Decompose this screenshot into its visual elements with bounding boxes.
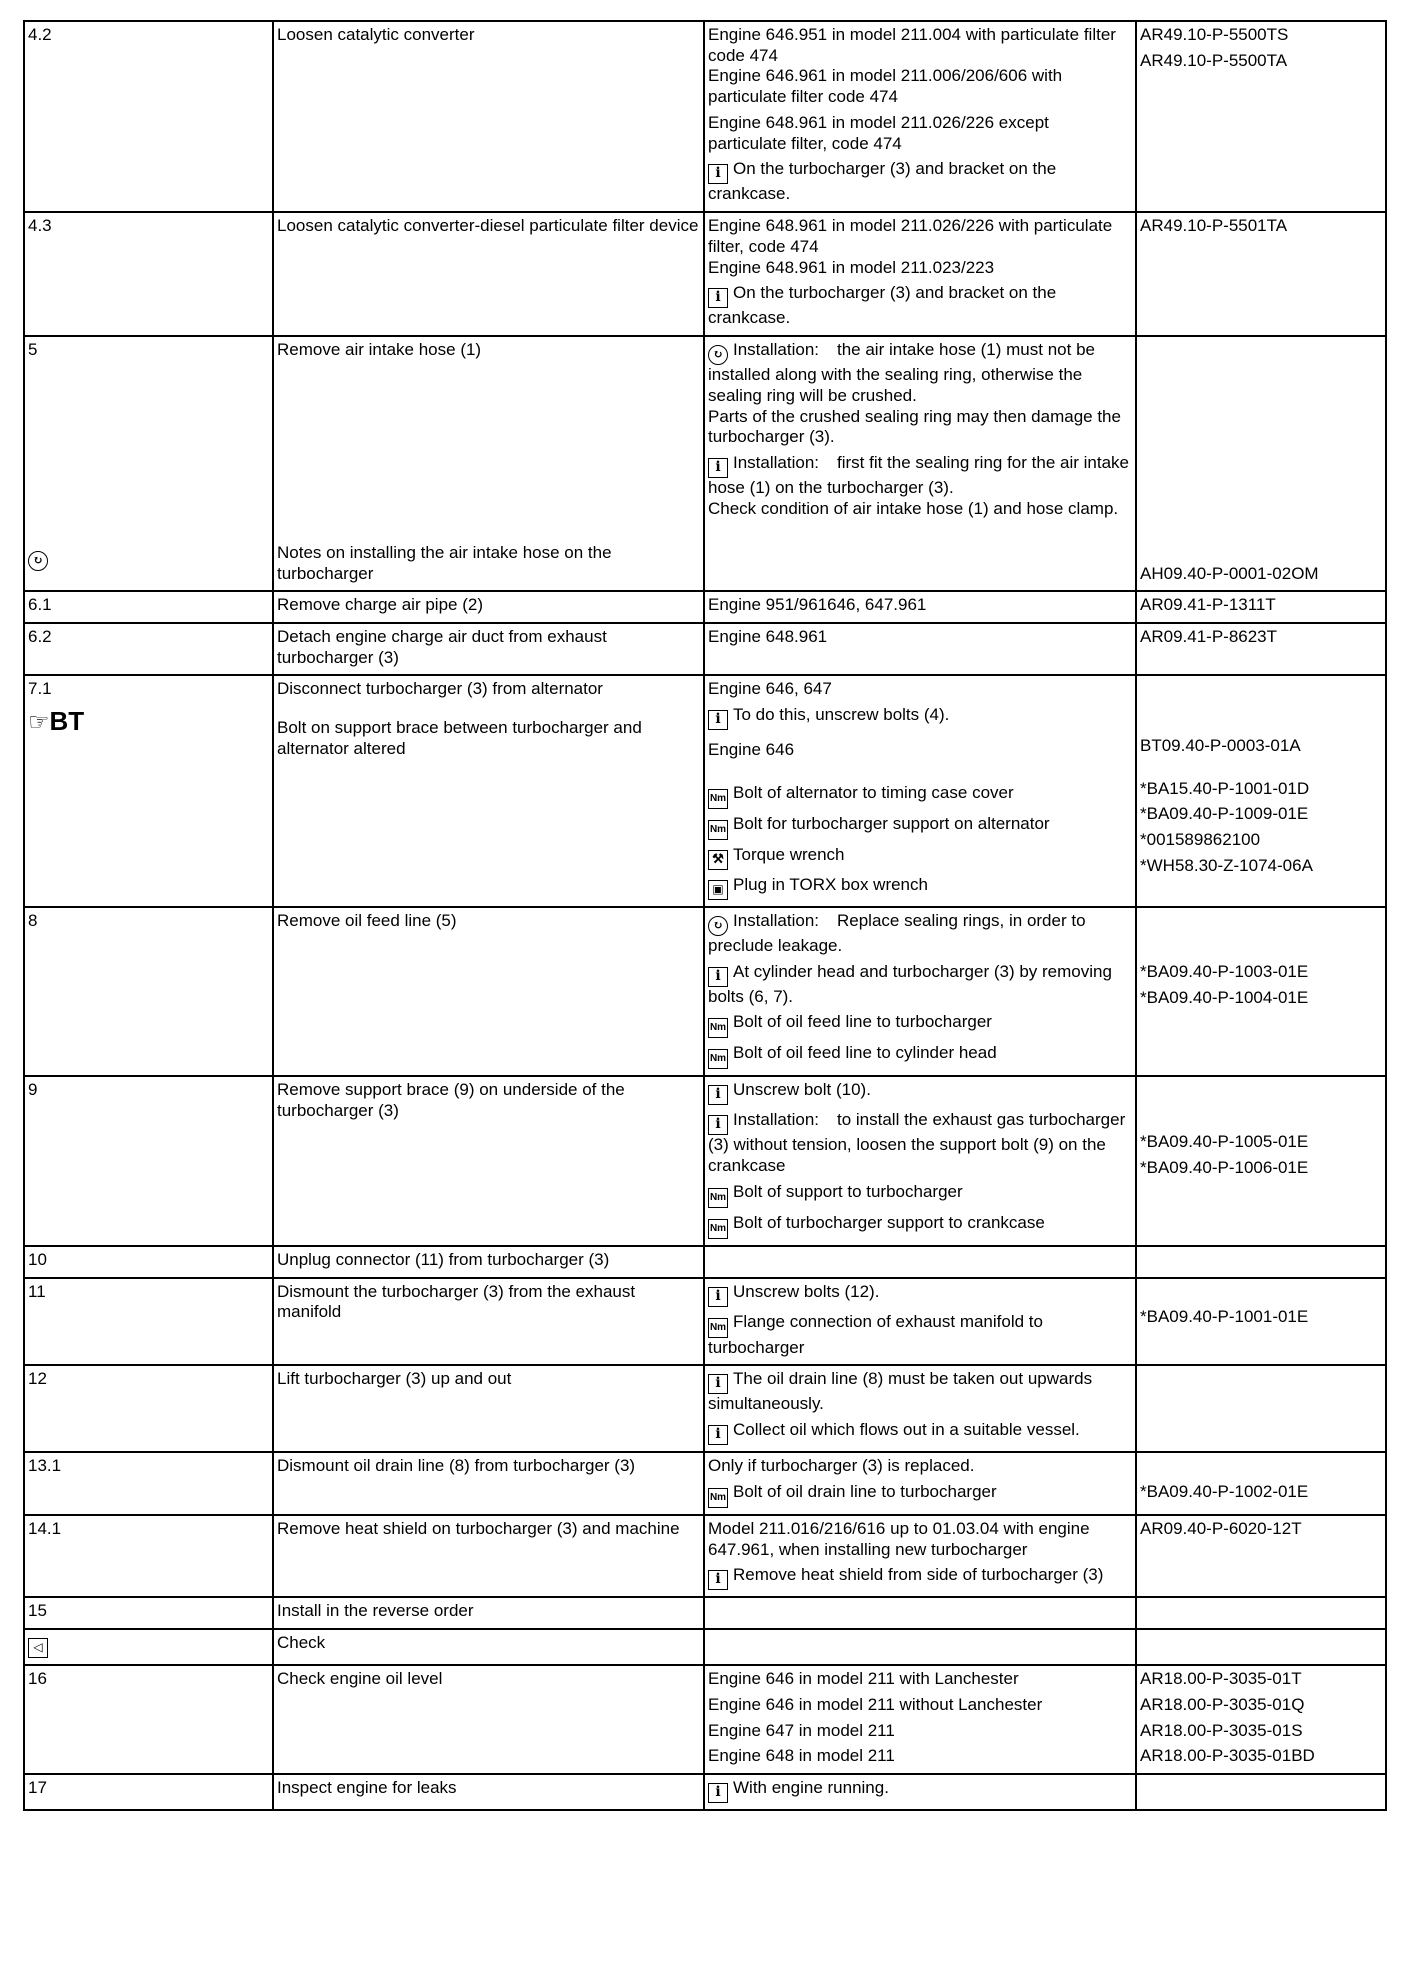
note-text: first fit the sealing ring for the air intake hose (1) on the turbocharger (3). Check condition of air intake hose (1) and hose clamp. [708, 453, 1129, 518]
ref-segment [1140, 937, 1382, 958]
reference-link[interactable]: AH09.40-P-0001-02OM [1140, 563, 1319, 583]
table-row [24, 1629, 1386, 1665]
ref-segment [1140, 679, 1382, 700]
note-segment [708, 1369, 1132, 1415]
pointing-hand-icon: ☞ [28, 708, 50, 737]
action-text: Lift turbocharger (3) up and out [277, 1369, 512, 1389]
step-label: 7.1 [28, 679, 52, 699]
step-number [24, 1246, 273, 1278]
reference-link[interactable]: *BA09.40-P-1002-01E [1140, 1481, 1309, 1501]
step-action [273, 336, 704, 591]
note-segment [708, 1213, 1132, 1239]
table-row [24, 1365, 1386, 1452]
bt-label: BT [49, 706, 85, 737]
ref-segment [1140, 1369, 1382, 1390]
ref-segment [1140, 564, 1382, 585]
note-segment [708, 159, 1132, 205]
wrench-icon: ⚒ [708, 850, 728, 870]
step-notes [704, 212, 1136, 336]
action-text: Install in the reverse order [277, 1601, 474, 1621]
reference-link[interactable]: AR49.10-P-5500TS [1140, 25, 1289, 44]
step-number [24, 212, 273, 336]
info-icon: i [708, 967, 728, 987]
nm-icon: Nm [708, 1488, 728, 1508]
step-number [24, 1452, 273, 1515]
note-text: Engine 648 in model 211 [708, 1746, 895, 1766]
note-text: Unscrew bolt (10). [733, 1080, 871, 1100]
action-text: Remove air intake hose (1) [277, 340, 482, 360]
step-label: 5 [28, 340, 38, 360]
step-action [273, 623, 704, 675]
note-segment [708, 113, 1132, 154]
plug-icon: ▣ [708, 880, 728, 900]
step-reference [1136, 1629, 1386, 1665]
note-text: Bolt of support to turbocharger [733, 1181, 963, 1201]
step-label: 8 [28, 910, 38, 930]
note-segment [708, 1110, 1132, 1176]
step-notes [704, 623, 1136, 675]
step-action [273, 21, 704, 212]
step-notes [704, 1665, 1136, 1774]
note-segment [708, 1565, 1132, 1590]
step-reference [1136, 1365, 1386, 1452]
step-number [24, 1665, 273, 1774]
step-action [273, 212, 704, 336]
note-text: Replace sealing rings, in order to preclude leakage. [708, 910, 1086, 955]
note-segment [708, 340, 1132, 448]
ref-segment [1140, 1482, 1382, 1503]
step-number [24, 1629, 273, 1665]
ref-segment [1140, 242, 1382, 263]
step-number [24, 1597, 273, 1629]
ref-segment [1140, 76, 1382, 97]
reference-link[interactable]: *BA15.40-P-1001-01D [1140, 778, 1310, 798]
ref-segment [1140, 1080, 1382, 1101]
note-text: Collect oil which flows out in a suitable vessel. [733, 1420, 1080, 1440]
note-segment [708, 814, 1132, 840]
step-action [273, 1774, 704, 1810]
step-action [273, 1365, 704, 1452]
step-label: 4.3 [28, 216, 52, 236]
note-segment [708, 1778, 1132, 1803]
note-text: Plug in TORX box wrench [733, 874, 928, 894]
action-text: Check engine oil level [277, 1669, 443, 1689]
nm-icon: Nm [708, 1219, 728, 1239]
table-row [24, 1515, 1386, 1597]
info-icon: i [708, 710, 728, 730]
table-row [24, 212, 1386, 336]
note-text: Engine 646 in model 211 without Lanchester [708, 1694, 1043, 1714]
reference-link[interactable]: BT09.40-P-0003-01A [1140, 735, 1301, 755]
step-notes [704, 1629, 1136, 1665]
nm-icon: Nm [708, 1188, 728, 1208]
step-action [273, 591, 704, 623]
check-icon: ◁ [28, 1638, 48, 1658]
note-segment [708, 783, 1132, 809]
reference-link[interactable]: *001589862100 [1140, 830, 1261, 850]
reference-link[interactable]: *WH58.30-Z-1074-06A [1140, 855, 1313, 875]
reference-link[interactable]: AR09.41-P-1311T [1140, 595, 1276, 615]
note-label: Installation: [733, 910, 819, 930]
step-action [273, 1629, 704, 1665]
info-icon: i [708, 1085, 728, 1105]
note-text: Engine 648.961 in model 211.026/226 with particulate filter, code 474 Engine 648.961 in model 211.023/223 [708, 216, 1113, 277]
step-action [273, 1665, 704, 1774]
action-text: Remove charge air pipe (2) [277, 595, 483, 615]
note-label: Installation: [733, 340, 819, 360]
step-reference [1136, 1076, 1386, 1245]
step-reference [1136, 1774, 1386, 1810]
note-text: Only if turbocharger (3) is replaced. [708, 1456, 975, 1476]
note-text: Bolt of oil feed line to cylinder head [733, 1043, 997, 1063]
step-notes [704, 907, 1136, 1076]
step-reference [1136, 1597, 1386, 1629]
note-text: Bolt of oil drain line to turbocharger [733, 1481, 997, 1501]
step-label: 4.2 [28, 25, 52, 44]
nm-icon: Nm [708, 1318, 728, 1338]
reference-link[interactable]: AR18.00-P-3035-01T [1140, 1669, 1302, 1689]
step-reference [1136, 623, 1386, 675]
note-text: to install the exhaust gas turbocharger (3) without tension, loosen the support bolt (9) on the crankcase [708, 1110, 1126, 1176]
note-text: The oil drain line (8) must be taken out upwards simultaneously. [708, 1369, 1093, 1414]
step-action [273, 1278, 704, 1366]
sub-step-marker [28, 706, 85, 737]
ref-segment [1140, 988, 1382, 1009]
ref-segment [1140, 1669, 1382, 1690]
step-reference [1136, 336, 1386, 591]
step-notes [704, 1076, 1136, 1245]
step-reference [1136, 1452, 1386, 1515]
step-label: 16 [28, 1669, 47, 1689]
note-text: Remove heat shield from side of turbocharger (3) [733, 1565, 1104, 1585]
reference-link[interactable]: AR09.41-P-8623T [1140, 627, 1278, 647]
reference-link[interactable]: *BA09.40-P-1006-01E [1140, 1157, 1309, 1177]
installation-icon: ↻ [708, 916, 728, 936]
ref-segment [1140, 1695, 1382, 1716]
note-text: Engine 951/961646, 647.961 [708, 595, 927, 615]
reference-link[interactable]: AR18.00-P-3035-01BD [1140, 1746, 1315, 1766]
note-text: Engine 646 [708, 740, 795, 760]
step-reference [1136, 591, 1386, 623]
step-action [273, 1597, 704, 1629]
step-number [24, 591, 273, 623]
note-segment [708, 1721, 1132, 1742]
info-icon: i [708, 1287, 728, 1307]
note-segment [708, 216, 1132, 278]
step-notes [704, 21, 1136, 212]
step-number [24, 21, 273, 212]
ref-segment [1140, 51, 1382, 72]
installation-icon: ↻ [708, 345, 728, 365]
step-number [24, 1365, 273, 1452]
note-segment [708, 627, 1132, 648]
step-notes [704, 675, 1136, 906]
table-row [24, 675, 1386, 906]
ref-segment [1140, 830, 1382, 851]
reference-link[interactable]: AR18.00-P-3035-01S [1140, 1720, 1303, 1740]
reference-link[interactable]: AR49.10-P-5500TA [1140, 50, 1288, 70]
step-label: 11 [28, 1281, 46, 1301]
ref-segment [1140, 1721, 1382, 1742]
note-segment [708, 875, 1132, 900]
note-segment [708, 1043, 1132, 1069]
ref-segment [1140, 856, 1382, 877]
note-text: Bolt of alternator to timing case cover [733, 782, 1014, 802]
ref-segment [1140, 1545, 1382, 1566]
step-number [24, 1515, 273, 1597]
ref-segment [1140, 1746, 1382, 1767]
step-number [24, 1774, 273, 1810]
step-action [273, 1076, 704, 1245]
note-segment [708, 283, 1132, 329]
ref-segment [1140, 216, 1382, 237]
reference-link[interactable]: *BA09.40-P-1009-01E [1140, 804, 1309, 824]
table-row [24, 591, 1386, 623]
note-segment [708, 595, 1132, 616]
ref-segment [1140, 1307, 1382, 1328]
table-row [24, 21, 1386, 212]
ref-segment [1140, 1395, 1382, 1416]
step-reference [1136, 212, 1386, 336]
nm-icon: Nm [708, 820, 728, 840]
note-text: Engine 646, 647 [708, 679, 832, 699]
sub-action-text: Bolt on support brace between turbocharger and alternator altered [277, 718, 642, 758]
step-reference [1136, 1278, 1386, 1366]
action-text: Remove support brace (9) on underside of the turbocharger (3) [277, 1080, 625, 1121]
action-text: Dismount the turbocharger (3) from the exhaust manifold [277, 1281, 636, 1322]
action-text: Inspect engine for leaks [277, 1777, 457, 1797]
step-notes [704, 591, 1136, 623]
step-label: 9 [28, 1080, 38, 1100]
ref-segment [1140, 595, 1382, 616]
table-row [24, 623, 1386, 675]
note-segment [708, 1482, 1132, 1508]
step-number [24, 907, 273, 1076]
ref-segment [1140, 1456, 1382, 1477]
note-segment [708, 1282, 1132, 1307]
step-action [273, 1515, 704, 1597]
ref-segment [1140, 804, 1382, 825]
note-segment [708, 453, 1132, 519]
table-row [24, 907, 1386, 1076]
blank-segment [708, 524, 1132, 545]
step-label: 14.1 [28, 1518, 62, 1538]
ref-segment [1140, 911, 1382, 932]
note-segment [708, 1012, 1132, 1038]
ref-segment [1140, 25, 1382, 46]
ref-segment [1140, 1132, 1382, 1153]
info-icon: i [708, 1374, 728, 1394]
sub-step-marker [28, 546, 269, 571]
step-label: 12 [28, 1369, 47, 1389]
nm-icon: Nm [708, 1018, 728, 1038]
info-icon: i [708, 458, 728, 478]
note-text: Engine 648.961 [708, 627, 828, 647]
action-text: Loosen catalytic converter [277, 25, 475, 44]
note-segment [708, 1669, 1132, 1690]
action-text: Disconnect turbocharger (3) from alternator [277, 679, 603, 699]
info-icon: i [708, 1425, 728, 1445]
table-row [24, 1665, 1386, 1774]
ref-segment [1140, 779, 1382, 800]
action-text: Check [277, 1633, 326, 1653]
note-segment [708, 679, 1132, 700]
info-icon: i [708, 288, 728, 308]
step-reference [1136, 1515, 1386, 1597]
action-text: Detach engine charge air duct from exhaust turbocharger (3) [277, 627, 607, 667]
note-segment [708, 1695, 1132, 1716]
step-reference [1136, 1665, 1386, 1774]
step-notes [704, 1452, 1136, 1515]
table-row [24, 1278, 1386, 1366]
step-label: 6.1 [28, 595, 52, 615]
ref-segment [1140, 1106, 1382, 1127]
note-segment [708, 962, 1132, 1008]
note-text: Engine 646 in model 211 with Lanchester [708, 1669, 1019, 1689]
info-icon: i [708, 1570, 728, 1590]
step-reference [1136, 21, 1386, 212]
step-action [273, 675, 704, 906]
note-text: Unscrew bolts (12). [733, 1281, 880, 1301]
action-text: Remove heat shield on turbocharger (3) and machine [277, 1518, 680, 1538]
note-segment [708, 25, 1132, 108]
action-text: Dismount oil drain line (8) from turbocharger (3) [277, 1456, 636, 1476]
step-notes [704, 1365, 1136, 1452]
reference-link[interactable]: AR09.40-P-6020-12T [1140, 1518, 1302, 1538]
note-segment [708, 740, 1132, 761]
note-text: To do this, unscrew bolts (4). [733, 705, 950, 725]
ref-segment [1140, 1519, 1382, 1540]
ref-segment [1140, 527, 1382, 548]
note-text: On the turbocharger (3) and bracket on the crankcase. [708, 159, 1057, 204]
step-notes [704, 1597, 1136, 1629]
note-segment [708, 1182, 1132, 1208]
table-row [24, 1076, 1386, 1245]
ref-segment [1140, 705, 1382, 726]
reference-link[interactable]: *BA09.40-P-1005-01E [1140, 1131, 1309, 1151]
note-label: Installation: [733, 453, 819, 473]
reference-link[interactable]: AR18.00-P-3035-01Q [1140, 1694, 1305, 1714]
sub-action-text: Notes on installing the air intake hose on the turbocharger [277, 542, 612, 583]
step-label: 15 [28, 1601, 47, 1621]
note-text: Engine 647 in model 211 [708, 1720, 895, 1740]
note-segment [708, 1080, 1132, 1105]
ref-segment [1140, 627, 1382, 648]
note-segment [708, 911, 1132, 957]
reference-link[interactable]: AR49.10-P-5501TA [1140, 216, 1288, 236]
note-text: With engine running. [733, 1777, 889, 1797]
step-label: 6.2 [28, 627, 52, 647]
note-segment [708, 1420, 1132, 1445]
reference-link[interactable]: *BA09.40-P-1003-01E [1140, 962, 1309, 982]
note-text: Model 211.016/216/616 up to 01.03.04 with engine 647.961, when installing new turbocharger [708, 1518, 1090, 1559]
step-reference [1136, 675, 1386, 906]
step-label: 13.1 [28, 1456, 62, 1476]
note-segment [708, 845, 1132, 870]
step-notes [704, 1515, 1136, 1597]
step-number [24, 623, 273, 675]
table-row [24, 1246, 1386, 1278]
table-row [24, 1774, 1386, 1810]
note-text: Engine 646.951 in model 211.004 with particulate filter code 474 Engine 646.961 in model 211.006/206/606 with particulate filter code 474 [708, 25, 1116, 107]
info-icon: i [708, 164, 728, 184]
step-number [24, 336, 273, 591]
step-action [273, 1452, 704, 1515]
note-text: the air intake hose (1) must not be installed along with the sealing ring, otherwise the sealing ring will be crushed. Parts of the crushed sealing ring may then damage the turbocharger (3). [708, 340, 1121, 447]
table-row [24, 336, 1386, 591]
nm-icon: Nm [708, 1049, 728, 1069]
action-text: Remove oil feed line (5) [277, 910, 457, 930]
ref-segment [1140, 736, 1382, 757]
note-label: Installation: [733, 1110, 819, 1130]
ref-segment [1140, 962, 1382, 983]
info-icon: i [708, 1783, 728, 1803]
step-reference [1136, 907, 1386, 1076]
ref-segment [1140, 1282, 1382, 1303]
note-text: Torque wrench [733, 844, 845, 864]
action-text: Loosen catalytic converter-diesel particulate filter device [277, 216, 699, 236]
note-text: Bolt of turbocharger support to crankcase [733, 1212, 1045, 1232]
ref-segment [1140, 1778, 1382, 1799]
note-segment [708, 1519, 1132, 1560]
step-notes [704, 1278, 1136, 1366]
procedure-table [23, 20, 1387, 1811]
note-segment [708, 1312, 1132, 1359]
table-row [24, 1452, 1386, 1515]
action-text: Unplug connector (11) from turbocharger (3) [277, 1249, 610, 1269]
note-segment [708, 705, 1132, 730]
step-label: 17 [28, 1777, 47, 1797]
note-segment [708, 1456, 1132, 1477]
step-notes [704, 1774, 1136, 1810]
step-number [24, 1076, 273, 1245]
step-reference [1136, 1246, 1386, 1278]
reference-link[interactable]: *BA09.40-P-1004-01E [1140, 988, 1309, 1008]
step-notes [704, 1246, 1136, 1278]
note-text: At cylinder head and turbocharger (3) by removing bolts (6, 7). [708, 961, 1112, 1006]
ref-segment [1140, 501, 1382, 522]
note-text: Flange connection of exhaust manifold to turbocharger [708, 1311, 1043, 1357]
installation-icon: ↻ [28, 551, 48, 571]
step-action [273, 907, 704, 1076]
note-text: Bolt of oil feed line to turbocharger [733, 1012, 992, 1032]
nm-icon: Nm [708, 789, 728, 809]
note-segment [708, 1746, 1132, 1767]
note-text: Engine 648.961 in model 211.026/226 except particulate filter, code 474 [708, 112, 1049, 153]
step-number [24, 675, 273, 906]
step-action [273, 1246, 704, 1278]
reference-link[interactable]: *BA09.40-P-1001-01E [1140, 1307, 1309, 1327]
ref-segment [1140, 1158, 1382, 1179]
step-label: 10 [28, 1249, 47, 1269]
step-notes [704, 336, 1136, 591]
info-icon: i [708, 1115, 728, 1135]
step-number [24, 1278, 273, 1366]
note-text: On the turbocharger (3) and bracket on the crankcase. [708, 283, 1057, 328]
note-text: Bolt for turbocharger support on alternator [733, 813, 1050, 833]
table-row [24, 1597, 1386, 1629]
procedure-rows [24, 21, 1386, 1810]
